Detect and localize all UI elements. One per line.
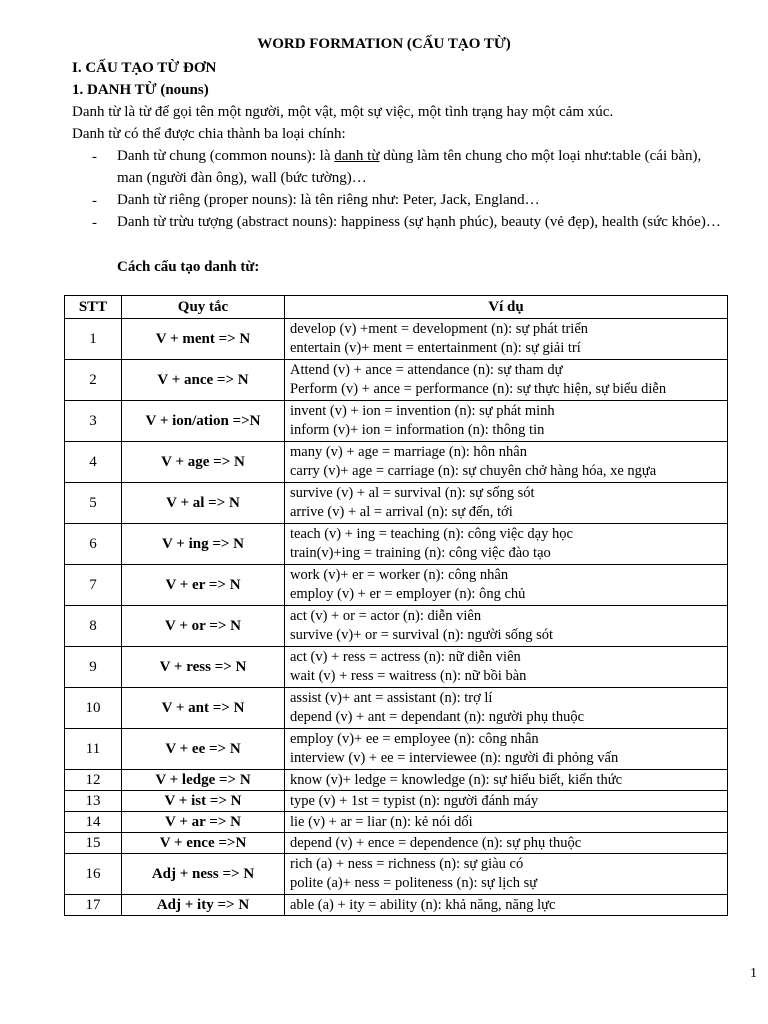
table-row xyxy=(65,360,728,401)
example-line: rich (a) + ness = richness (n): sự giàu có xyxy=(290,856,524,872)
example-line: train(v)+ing = training (n): công việc đào tạo xyxy=(290,545,551,561)
cell-example xyxy=(285,606,728,647)
cell-rule: V + ee => N xyxy=(122,729,285,770)
table-row xyxy=(65,565,728,606)
table-row xyxy=(65,442,728,483)
cell-stt: 2 xyxy=(65,360,122,401)
table-row xyxy=(65,812,728,833)
cell-stt: 5 xyxy=(65,483,122,524)
example-line: survive (v) + al = survival (n): sự sống sót xyxy=(290,485,535,501)
cell-stt: 6 xyxy=(65,524,122,565)
cell-rule: V + ance => N xyxy=(122,360,285,401)
cell-stt: 8 xyxy=(65,606,122,647)
cell-rule: V + ar => N xyxy=(122,812,285,833)
cell-example xyxy=(285,524,728,565)
cell-rule: V + age => N xyxy=(122,442,285,483)
example-line: carry (v)+ age = carriage (n): sự chuyên chở hàng hóa, xe ngựa xyxy=(290,463,657,479)
cell-stt: 10 xyxy=(65,688,122,729)
bullet-dash: - xyxy=(92,215,97,231)
cell-stt: 12 xyxy=(65,770,122,791)
example-line: depend (v) + ant = dependant (n): người phụ thuộc xyxy=(290,709,585,725)
cell-example xyxy=(285,688,728,729)
example-line: arrive (v) + al = arrival (n): sự đến, tới xyxy=(290,504,513,520)
example-line: work (v)+ er = worker (n): công nhân xyxy=(290,567,509,583)
cell-example xyxy=(285,791,728,812)
cell-rule: V + ist => N xyxy=(122,791,285,812)
example-line: act (v) + ress = actress (n): nữ diễn viên xyxy=(290,649,521,665)
cell-example xyxy=(285,770,728,791)
bullet-text-underlined: danh từ xyxy=(334,148,380,164)
example-line: assist (v)+ ant = assistant (n): trợ lí xyxy=(290,690,493,706)
subsection-heading: 1. DANH TỪ (nouns) xyxy=(72,82,209,98)
example-line: polite (a)+ ness = politeness (n): sự lịch sự xyxy=(290,875,538,891)
bullet-proper-nouns: Danh từ riêng (proper nouns): là tên riêng như: Peter, Jack, England… xyxy=(117,192,540,208)
cell-stt: 4 xyxy=(65,442,122,483)
example-line: know (v)+ ledge = knowledge (n): sự hiểu biết, kiến thức xyxy=(290,771,623,788)
table-row xyxy=(65,895,728,916)
table-row xyxy=(65,729,728,770)
cell-example xyxy=(285,729,728,770)
cell-rule: V + ment => N xyxy=(122,319,285,360)
definition-paragraph: Danh từ là từ để gọi tên một người, một vật, một sự việc, một tình trạng hay một cảm xúc. xyxy=(72,104,614,120)
example-line: survive (v)+ or = survival (n): người sống sót xyxy=(290,627,554,643)
cell-stt: 9 xyxy=(65,647,122,688)
cell-example xyxy=(285,833,728,854)
cell-example xyxy=(285,647,728,688)
example-line: interview (v) + ee = interviewee (n): người đi phỏng vấn xyxy=(290,750,619,766)
table-row xyxy=(65,770,728,791)
bullet-common-nouns xyxy=(117,145,729,189)
example-line: lie (v) + ar = liar (n): kẻ nói dối xyxy=(290,813,473,830)
example-line: invent (v) + ion = invention (n): sự phát minh xyxy=(290,403,555,419)
bullet-text-post: dùng làm tên chung cho một loại như:table (cái bàn), man (người đàn ông), wall (bức tường)… xyxy=(117,148,702,186)
document-title: WORD FORMATION (CẤU TẠO TỪ) xyxy=(257,36,511,52)
table-row xyxy=(65,854,728,895)
cell-example xyxy=(285,565,728,606)
table-row xyxy=(65,319,728,360)
cell-stt: 3 xyxy=(65,401,122,442)
page-number: 1 xyxy=(750,966,757,981)
cell-stt: 1 xyxy=(65,319,122,360)
cell-example xyxy=(285,401,728,442)
cell-rule: V + ence =>N xyxy=(122,833,285,854)
cell-rule: V + or => N xyxy=(122,606,285,647)
bullet-abstract-nouns: Danh từ trừu tượng (abstract nouns): happiness (sự hạnh phúc), beauty (vẻ đẹp), health (sức khỏe)… xyxy=(117,214,721,230)
example-line: able (a) + ity = ability (n): khả năng, năng lực xyxy=(290,896,556,913)
table-body xyxy=(65,319,728,916)
section-heading: I. CẤU TẠO TỪ ĐƠN xyxy=(72,60,217,76)
cell-stt: 17 xyxy=(65,895,122,916)
table-row xyxy=(65,647,728,688)
table-row xyxy=(65,688,728,729)
cell-stt: 16 xyxy=(65,854,122,895)
example-line: Perform (v) + ance = performance (n): sự thực hiện, sự biểu diễn xyxy=(290,381,667,397)
example-line: many (v) + age = marriage (n): hôn nhân xyxy=(290,444,527,460)
cell-rule: V + ing => N xyxy=(122,524,285,565)
header-rule: Quy tắc xyxy=(122,296,285,319)
table-row xyxy=(65,524,728,565)
cell-example xyxy=(285,442,728,483)
noun-formation-table xyxy=(64,295,728,916)
bullet-text-pre: Danh từ chung (common nouns): là xyxy=(117,148,335,164)
cell-rule: V + ledge => N xyxy=(122,770,285,791)
cell-stt: 14 xyxy=(65,812,122,833)
cell-example xyxy=(285,812,728,833)
example-line: entertain (v)+ ment = entertainment (n): sự giải trí xyxy=(290,340,581,356)
example-line: inform (v)+ ion = information (n): thông tin xyxy=(290,422,545,438)
cell-example xyxy=(285,360,728,401)
table-row xyxy=(65,483,728,524)
cell-rule: Adj + ness => N xyxy=(122,854,285,895)
cell-example xyxy=(285,854,728,895)
header-stt: STT xyxy=(65,296,122,319)
example-line: Attend (v) + ance = attendance (n): sự tham dự xyxy=(290,362,563,378)
example-line: type (v) + 1st = typist (n): người đánh máy xyxy=(290,792,539,809)
example-line: depend (v) + ence = dependence (n): sự phụ thuộc xyxy=(290,834,582,851)
table-row xyxy=(65,833,728,854)
cell-example xyxy=(285,895,728,916)
cell-rule: V + ion/ation =>N xyxy=(122,401,285,442)
table-row xyxy=(65,401,728,442)
header-example: Ví dụ xyxy=(285,296,728,319)
example-line: teach (v) + ing = teaching (n): công việc dạy học xyxy=(290,526,573,542)
example-line: employ (v) + er = employer (n): ông chủ xyxy=(290,586,526,602)
cell-stt: 15 xyxy=(65,833,122,854)
cell-rule: V + ress => N xyxy=(122,647,285,688)
bullet-dash: - xyxy=(92,149,97,165)
example-line: act (v) + or = actor (n): diễn viên xyxy=(290,608,482,624)
example-line: wait (v) + ress = waitress (n): nữ bồi bàn xyxy=(290,668,527,684)
cell-example xyxy=(285,319,728,360)
bullet-dash: - xyxy=(92,193,97,209)
example-line: develop (v) +ment = development (n): sự phát triển xyxy=(290,321,589,337)
cell-stt: 11 xyxy=(65,729,122,770)
cell-stt: 13 xyxy=(65,791,122,812)
cell-rule: V + er => N xyxy=(122,565,285,606)
cell-rule: V + al => N xyxy=(122,483,285,524)
cell-stt: 7 xyxy=(65,565,122,606)
example-line: employ (v)+ ee = employee (n): công nhân xyxy=(290,731,539,747)
table-row xyxy=(65,606,728,647)
cell-rule: V + ant => N xyxy=(122,688,285,729)
table-header-row xyxy=(65,296,728,319)
table-row xyxy=(65,791,728,812)
cell-rule: Adj + ity => N xyxy=(122,895,285,916)
categories-intro: Danh từ có thể được chia thành ba loại chính: xyxy=(72,126,346,142)
cell-example xyxy=(285,483,728,524)
table-caption: Cách cấu tạo danh từ: xyxy=(117,259,260,275)
